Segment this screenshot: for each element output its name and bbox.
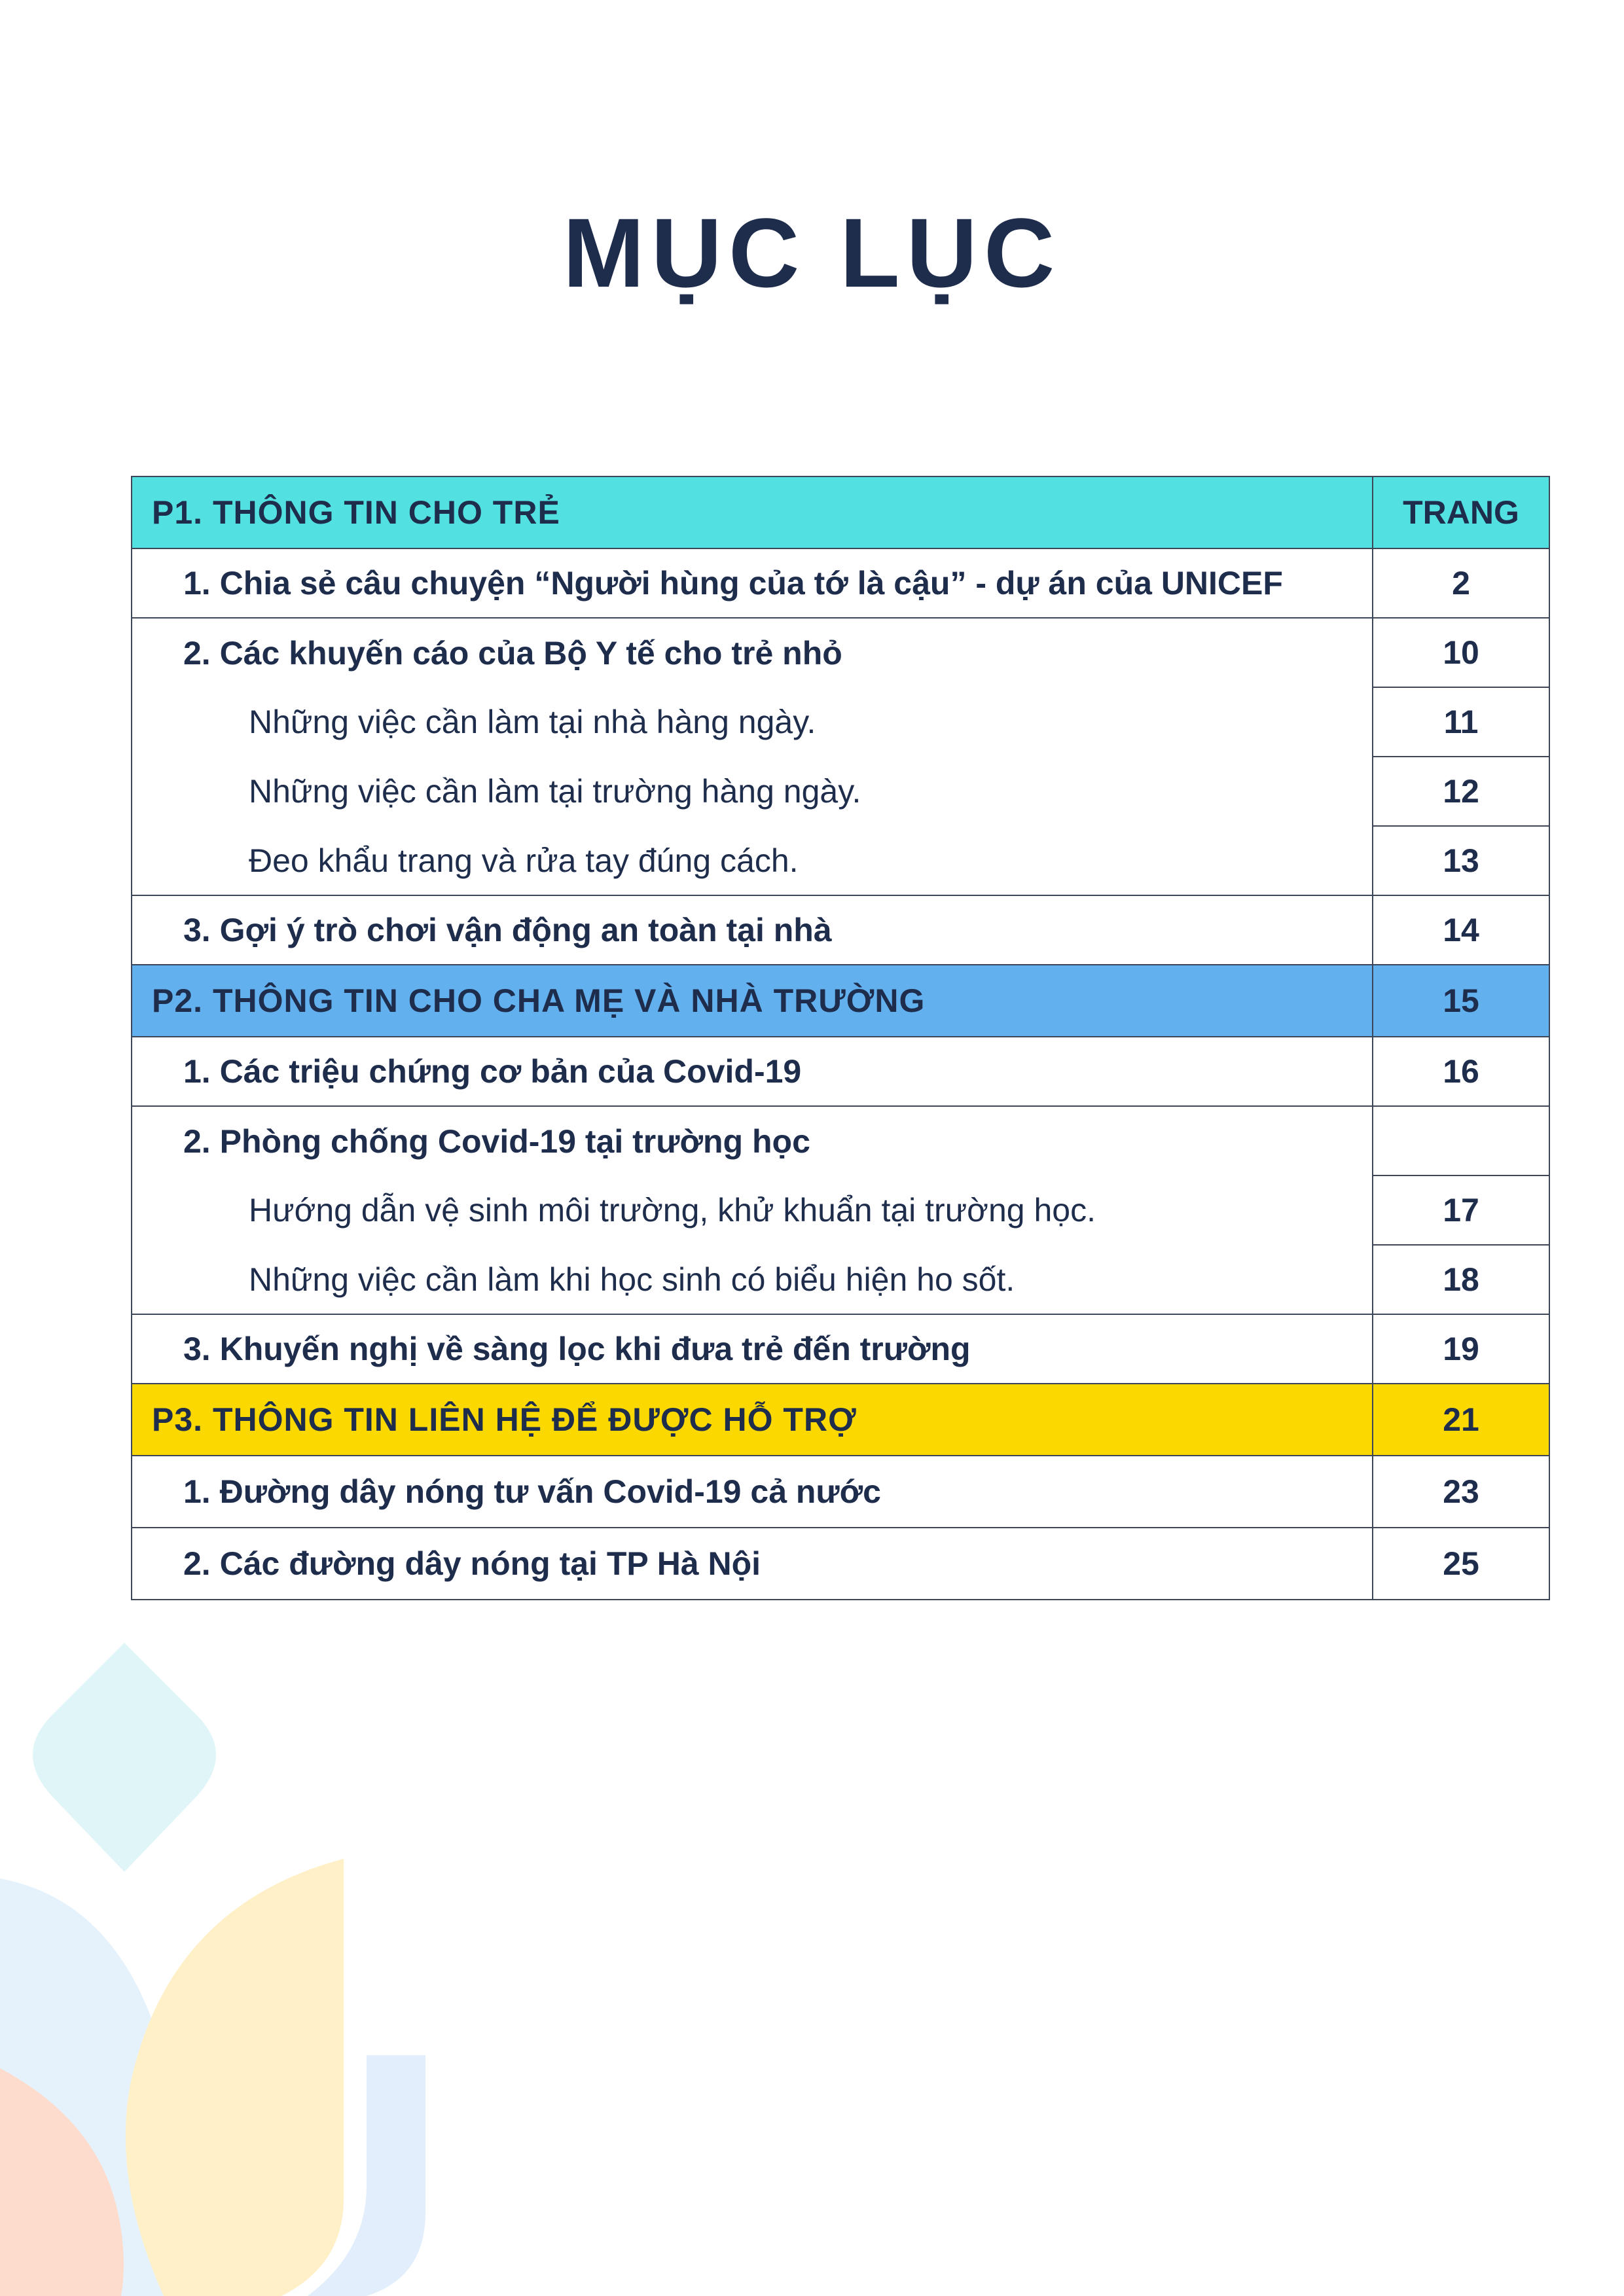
toc-entry[interactable] (132, 1314, 1549, 1384)
toc-entry[interactable] (132, 1106, 1549, 1175)
toc-subentry[interactable] (132, 826, 1549, 895)
yellow-petal-shape (126, 1859, 344, 2296)
section-page: 21 (1373, 1384, 1549, 1456)
subentry-label[interactable]: Những việc cần làm khi học sinh có biểu hiện ho sốt. (132, 1245, 1373, 1314)
entry-label[interactable]: 2. Các khuyến cáo của Bộ Y tế cho trẻ nhỏ (132, 618, 1373, 687)
entry-page: 23 (1373, 1456, 1549, 1528)
toc-entry[interactable] (132, 895, 1549, 965)
entry-label[interactable]: 2. Phòng chống Covid-19 tại trường học (132, 1106, 1373, 1175)
entry-label[interactable]: 3. Khuyến nghị về sàng lọc khi đưa trẻ đến trường (132, 1314, 1373, 1384)
entry-page: 2 (1373, 548, 1549, 618)
section-title[interactable]: P3. THÔNG TIN LIÊN HỆ ĐỂ ĐƯỢC HỖ TRỢ (132, 1384, 1373, 1456)
entry-label[interactable]: 3. Gợi ý trò chơi vận động an toàn tại nhà (132, 895, 1373, 965)
entry-page: 16 (1373, 1037, 1549, 1106)
section-header-p3[interactable] (132, 1384, 1549, 1456)
entry-page (1373, 1106, 1549, 1175)
toc-subentry[interactable] (132, 1175, 1549, 1245)
entry-page: 10 (1373, 618, 1549, 687)
entry-page: 19 (1373, 1314, 1549, 1384)
subentry-page: 13 (1373, 826, 1549, 895)
toc-entry[interactable] (132, 548, 1549, 618)
toc-entry[interactable] (132, 618, 1549, 687)
table-of-contents (131, 476, 1550, 1600)
page-column-header: TRANG (1373, 476, 1549, 548)
section-header-p1 (132, 476, 1549, 548)
subentry-page: 11 (1373, 687, 1549, 757)
entry-label[interactable]: 2. Các đường dây nóng tại TP Hà Nội (132, 1528, 1373, 1600)
section-title[interactable]: P2. THÔNG TIN CHO CHA MẸ VÀ NHÀ TRƯỜNG (132, 965, 1373, 1037)
subentry-label[interactable]: Đeo khẩu trang và rửa tay đúng cách. (132, 826, 1373, 895)
toc-subentry[interactable] (132, 1245, 1549, 1314)
toc-entry[interactable] (132, 1037, 1549, 1106)
toc-subentry[interactable] (132, 687, 1549, 757)
toc-subentry[interactable] (132, 757, 1549, 826)
toc-entry[interactable] (132, 1528, 1549, 1600)
entry-label[interactable]: 1. Đường dây nóng tư vấn Covid-19 cả nước (132, 1456, 1373, 1528)
subentry-label[interactable]: Những việc cần làm tại trường hàng ngày. (132, 757, 1373, 826)
teal-petal-shape (33, 1643, 216, 1872)
subentry-label[interactable]: Những việc cần làm tại nhà hàng ngày. (132, 687, 1373, 757)
subentry-label[interactable]: Hướng dẫn vệ sinh môi trường, khử khuẩn tại trường học. (132, 1175, 1373, 1245)
entry-page: 14 (1373, 895, 1549, 965)
decorative-petals (0, 1623, 458, 2296)
subentry-page: 12 (1373, 757, 1549, 826)
toc-entry[interactable] (132, 1456, 1549, 1528)
subentry-page: 17 (1373, 1175, 1549, 1245)
page-title: MỤC LỤC (562, 198, 1062, 308)
section-title: P1. THÔNG TIN CHO TRẺ (132, 476, 1373, 548)
entry-page: 25 (1373, 1528, 1549, 1600)
subentry-page: 18 (1373, 1245, 1549, 1314)
entry-label[interactable]: 1. Các triệu chứng cơ bản của Covid-19 (132, 1037, 1373, 1106)
entry-label[interactable]: 1. Chia sẻ câu chuyện “Người hùng của tớ là cậu” - dự án của UNICEF (132, 548, 1373, 618)
section-header-p2[interactable] (132, 965, 1549, 1037)
section-page: 15 (1373, 965, 1549, 1037)
